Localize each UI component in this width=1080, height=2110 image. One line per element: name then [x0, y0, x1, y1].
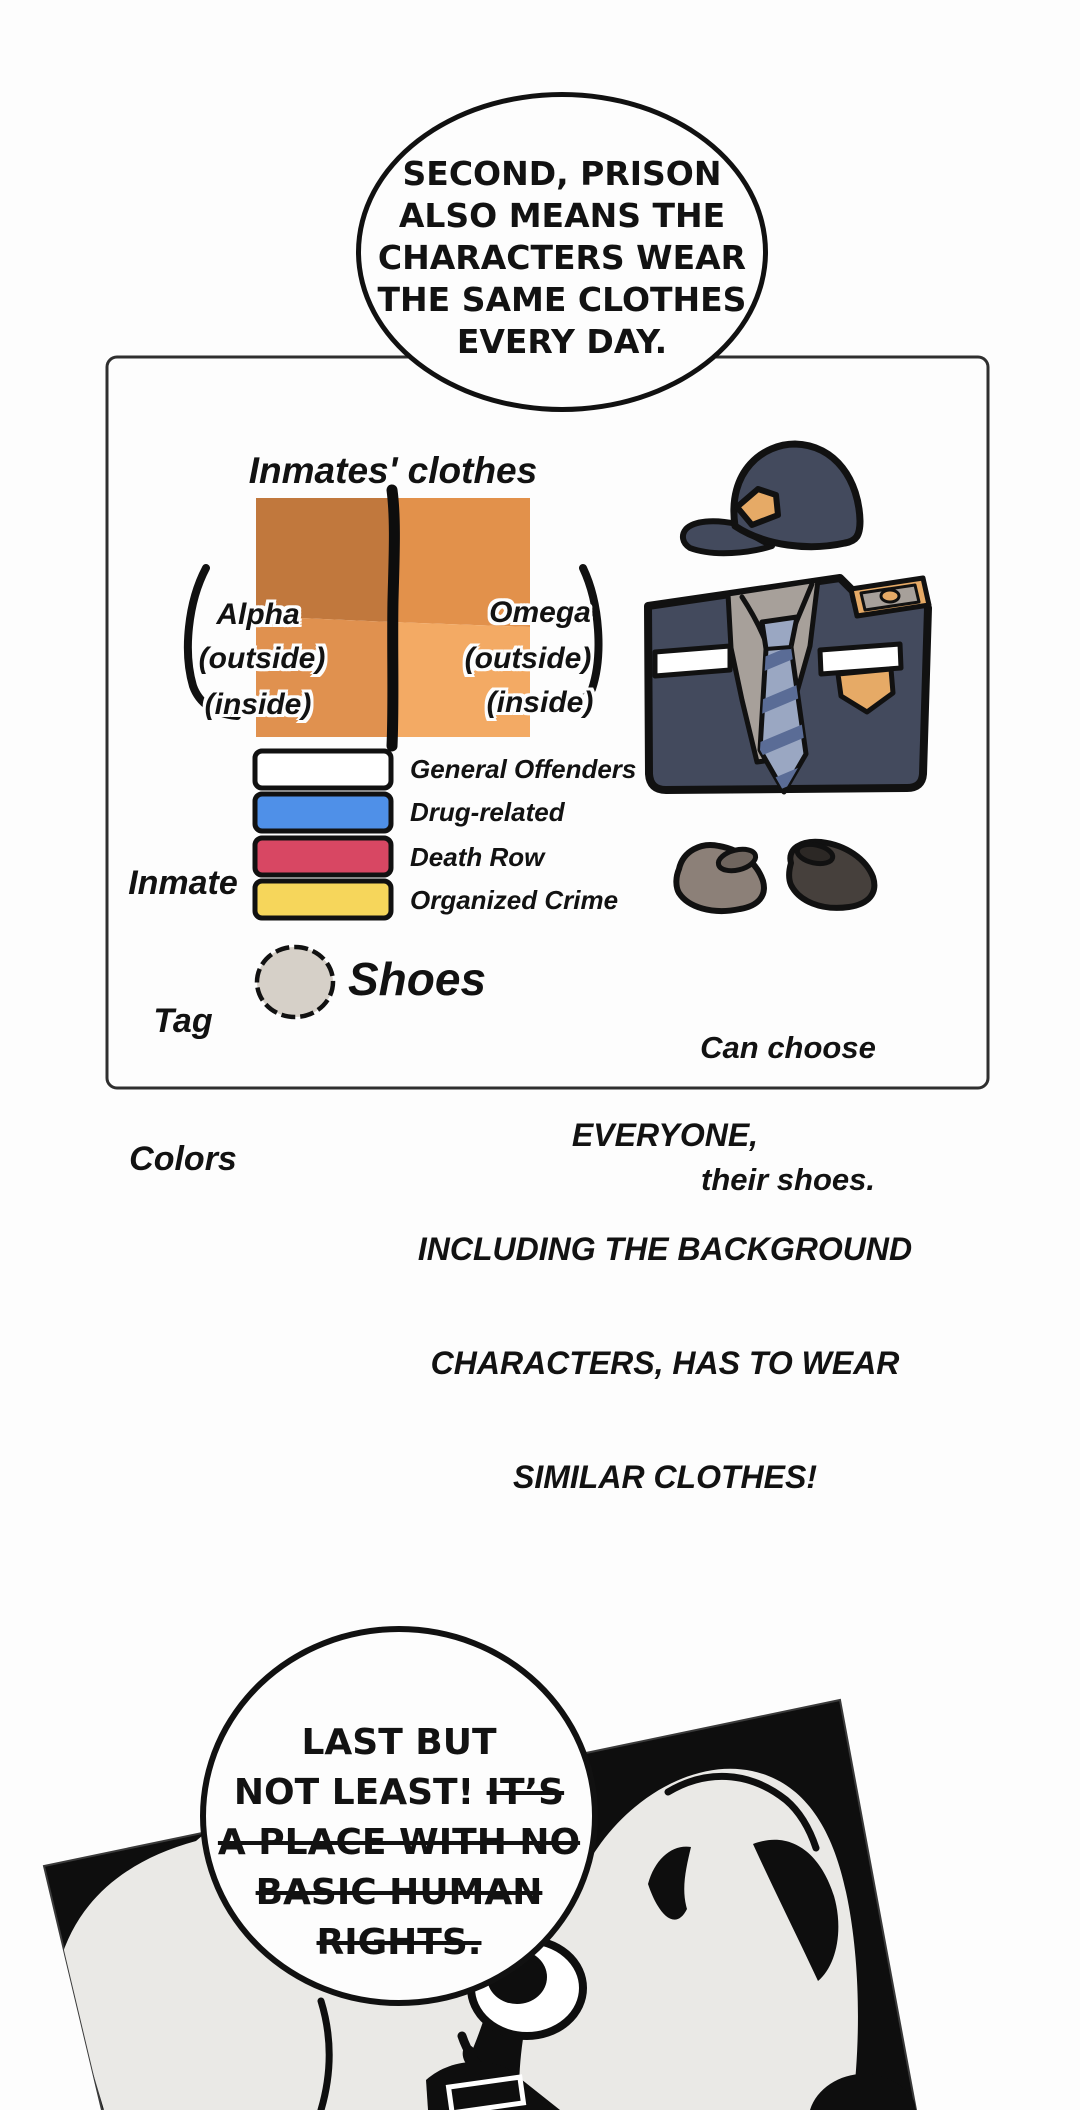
struck-line: A PLACE WITH NO [217, 1822, 581, 1863]
omega-inside-label: (inside) [486, 686, 594, 719]
footer-line: EVERYONE, [571, 1117, 759, 1153]
footer-line: CHARACTERS, HAS TO WEAR [430, 1345, 900, 1381]
footer-note [330, 1040, 1000, 1572]
struck-line: BASIC HUMAN [255, 1872, 543, 1913]
diagram-title: Inmates' clothes [248, 450, 538, 491]
legend-title [98, 768, 268, 1274]
struck-line: RIGHTS. [316, 1922, 482, 1963]
legend-swatch-deathrow [255, 838, 391, 875]
omega-outside-label: (outside) [464, 642, 592, 675]
guard-caption-line: Can choose [700, 1030, 876, 1065]
speech-line: EVERY DAY. [456, 322, 668, 361]
speech-line [206, 1718, 592, 1768]
legend-swatch-crime [255, 881, 391, 918]
speech-line: THE SAME CLOTHES [377, 280, 747, 319]
guard-uniform-illustration [648, 444, 929, 911]
speech-line [206, 1768, 592, 1818]
shoes-label: Shoes [348, 953, 487, 1005]
legend-title-line: Tag [153, 1002, 213, 1040]
speech-text: NOT LEAST! [233, 1772, 487, 1813]
footer-line: INCLUDING THE BACKGROUND [417, 1231, 913, 1267]
guard-epaulette-button [881, 590, 899, 602]
legend-title-line: Inmate [128, 864, 238, 902]
speech-bubble-bottom [200, 1626, 598, 2006]
alpha-name: Alpha [216, 598, 300, 631]
legend-swatch-drug [255, 794, 391, 831]
divider-line [392, 490, 394, 746]
alpha-outside-label: (outside) [198, 642, 326, 675]
speech-line: SECOND, PRISON [402, 154, 722, 193]
legend-title-line: Colors [129, 1140, 237, 1178]
legend-label-general: General Offenders [410, 754, 637, 784]
alpha-inside-label: (inside) [204, 688, 312, 721]
footer-line: SIMILAR CLOTHES! [513, 1459, 817, 1495]
speech-bubble-top [356, 92, 768, 412]
shoes-blob-icon [257, 947, 333, 1017]
guard-chest-stripe-left [655, 646, 730, 676]
struck-text: IT’S [486, 1772, 565, 1813]
speech-line: CHARACTERS WEAR [377, 238, 747, 277]
speech-line: ALSO MEANS THE [398, 196, 726, 235]
legend-label-deathrow: Death Row [410, 842, 545, 872]
legend-label-drug: Drug-related [410, 797, 565, 827]
legend-label-crime: Organized Crime [410, 885, 619, 915]
guard-caption-line: their shoes. [701, 1162, 875, 1197]
guard-tie-knot-line [766, 647, 791, 649]
omega-name: Omega [489, 596, 591, 629]
speech-text: LAST BUT [301, 1722, 497, 1763]
